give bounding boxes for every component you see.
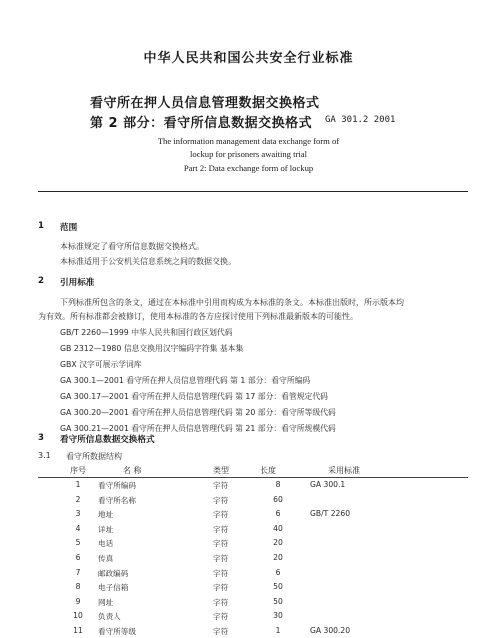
table-cell: 1 — [75, 480, 81, 489]
title-line-1: 看守所在押人员信息管理数据交换格式 — [90, 96, 320, 111]
english-title-line-1: The information management data exchange form of — [157, 136, 340, 146]
table-cell: 字符 — [213, 524, 229, 534]
column-header: 长度 — [260, 466, 276, 475]
table-cell: 电话 — [98, 539, 114, 549]
table-row — [38, 582, 468, 594]
table-cell: 7 — [75, 567, 81, 577]
table-cell: 字符 — [213, 627, 229, 636]
table-cell: 字符 — [213, 583, 229, 593]
table-row — [38, 568, 468, 580]
reference-item: GA 300.17—2001 看守所在押人员信息管理代码 第 17 部分：看管规定代码 — [60, 392, 328, 401]
subsection-heading: 看守所数据结构 — [66, 452, 122, 461]
table-cell: 字符 — [213, 568, 229, 578]
table-cell: 50 — [273, 596, 283, 606]
section-2-heading: 引用标准 — [60, 278, 95, 288]
table-row — [38, 524, 468, 536]
table-row — [38, 553, 468, 565]
table-row — [38, 538, 468, 550]
table-cell: 20 — [273, 553, 283, 562]
table-cell: GB/T 2260 — [310, 509, 351, 519]
table-row — [38, 611, 468, 623]
column-header: 序号 — [70, 466, 86, 475]
table-cell: 看守所名称 — [98, 495, 136, 505]
table-cell: GA 300.20 — [310, 626, 351, 635]
section-1-para-2: 本标准适用于公安机关信息系统之间的数据交换。 — [60, 257, 236, 266]
english-title-line-2: lockup for prisoners awaiting trial — [190, 149, 307, 159]
table-cell: 6 — [275, 509, 281, 519]
reference-item: GA 300.21—2001 看守所在押人员信息管理代码 第 21 部分：看守所规模代码 — [60, 424, 336, 433]
table-cell: 看守所编码 — [98, 481, 136, 490]
table-cell: 20 — [273, 538, 283, 548]
table-cell: 9 — [75, 596, 81, 606]
table-cell: 5 — [75, 538, 81, 548]
table-row — [38, 626, 468, 638]
table-cell: 8 — [75, 582, 81, 592]
table-header — [38, 465, 468, 478]
section-2-number: 2 — [38, 276, 44, 286]
table-cell: 负责人 — [98, 612, 121, 622]
table-row — [38, 480, 468, 492]
table-cell: 4 — [75, 523, 81, 533]
reference-item: GB/T 2260—1999 中华人民共和国行政区划代码 — [60, 328, 233, 337]
table-row — [38, 597, 468, 609]
table-cell: 详址 — [98, 524, 114, 534]
table-cell: 40 — [273, 523, 283, 533]
table-cell: 电子信箱 — [98, 583, 129, 593]
table-cell: 30 — [273, 611, 283, 621]
reference-item: GA 300.1—2001 看守所在押人员信息管理代码 第 1 部分：看守所编码 — [60, 376, 311, 385]
table-cell: 字符 — [213, 495, 229, 505]
standard-code: GA 301.2 2001 — [325, 115, 396, 125]
table-cell: 10 — [73, 611, 83, 621]
standard-category: 中华人民共和国公共安全行业标准 — [143, 51, 354, 66]
reference-item: GB 2312—1980 信息交换用汉字编码字符集 基本集 — [60, 344, 244, 353]
table-cell: 传真 — [98, 554, 114, 563]
column-header: 采用标准 — [328, 466, 360, 475]
reference-item: GBX 汉字可展示学词库 — [60, 360, 142, 369]
table-cell: 6 — [75, 553, 81, 562]
table-cell: 邮政编码 — [98, 568, 129, 578]
table-cell: 50 — [273, 582, 283, 592]
section-3-number: 3 — [38, 433, 44, 443]
table-cell: 字符 — [213, 481, 229, 490]
table-row — [38, 509, 468, 521]
section-1-number: 1 — [38, 221, 44, 231]
table-cell: 字符 — [213, 612, 229, 622]
table-cell: 地址 — [98, 510, 114, 520]
section-3-heading: 看守所信息数据交换格式 — [60, 435, 155, 445]
table-cell: 2 — [75, 494, 81, 504]
table-cell: 3 — [75, 509, 81, 519]
english-title-line-3: Part 2: Data exchange form of lockup — [183, 163, 314, 173]
table-cell: 字符 — [213, 539, 229, 549]
table-row — [38, 495, 468, 507]
table-cell: 11 — [73, 626, 83, 635]
reference-item: GA 300.20—2001 看守所在押人员信息管理代码 第 20 部分：看守所等级代码 — [60, 408, 336, 417]
table-cell: 字符 — [213, 510, 229, 520]
section-1-para-1: 本标准规定了看守所信息数据交换格式。 — [60, 242, 204, 251]
table-cell: 8 — [275, 480, 281, 489]
table-cell: 60 — [273, 494, 283, 504]
section-1-heading: 范围 — [60, 223, 78, 233]
table-cell: 网址 — [98, 597, 114, 607]
title-divider — [38, 191, 468, 192]
column-header: 名 称 — [123, 466, 142, 475]
table-cell: 字符 — [213, 597, 229, 607]
table-cell: 看守所等级 — [98, 627, 136, 636]
subsection-number: 3.1 — [38, 451, 51, 460]
section-2-intro-1: 下列标准所包含的条文，通过在本标准中引用而构成为本标准的条文。本标准出版时，所示版本均 — [60, 298, 404, 307]
table-cell: 1 — [275, 626, 281, 635]
table-cell: 字符 — [213, 554, 229, 563]
title-line-2: 第 2 部分：看守所信息数据交换格式 — [90, 116, 313, 131]
column-header: 类型 — [213, 466, 229, 475]
table-cell: GA 300.1 — [310, 480, 346, 489]
section-2-intro-2: 为有效。所有标准都会被修订，使用本标准的各方应探讨使用下列标准最新版本的可能性。 — [38, 312, 358, 321]
table-cell: 6 — [275, 567, 281, 577]
